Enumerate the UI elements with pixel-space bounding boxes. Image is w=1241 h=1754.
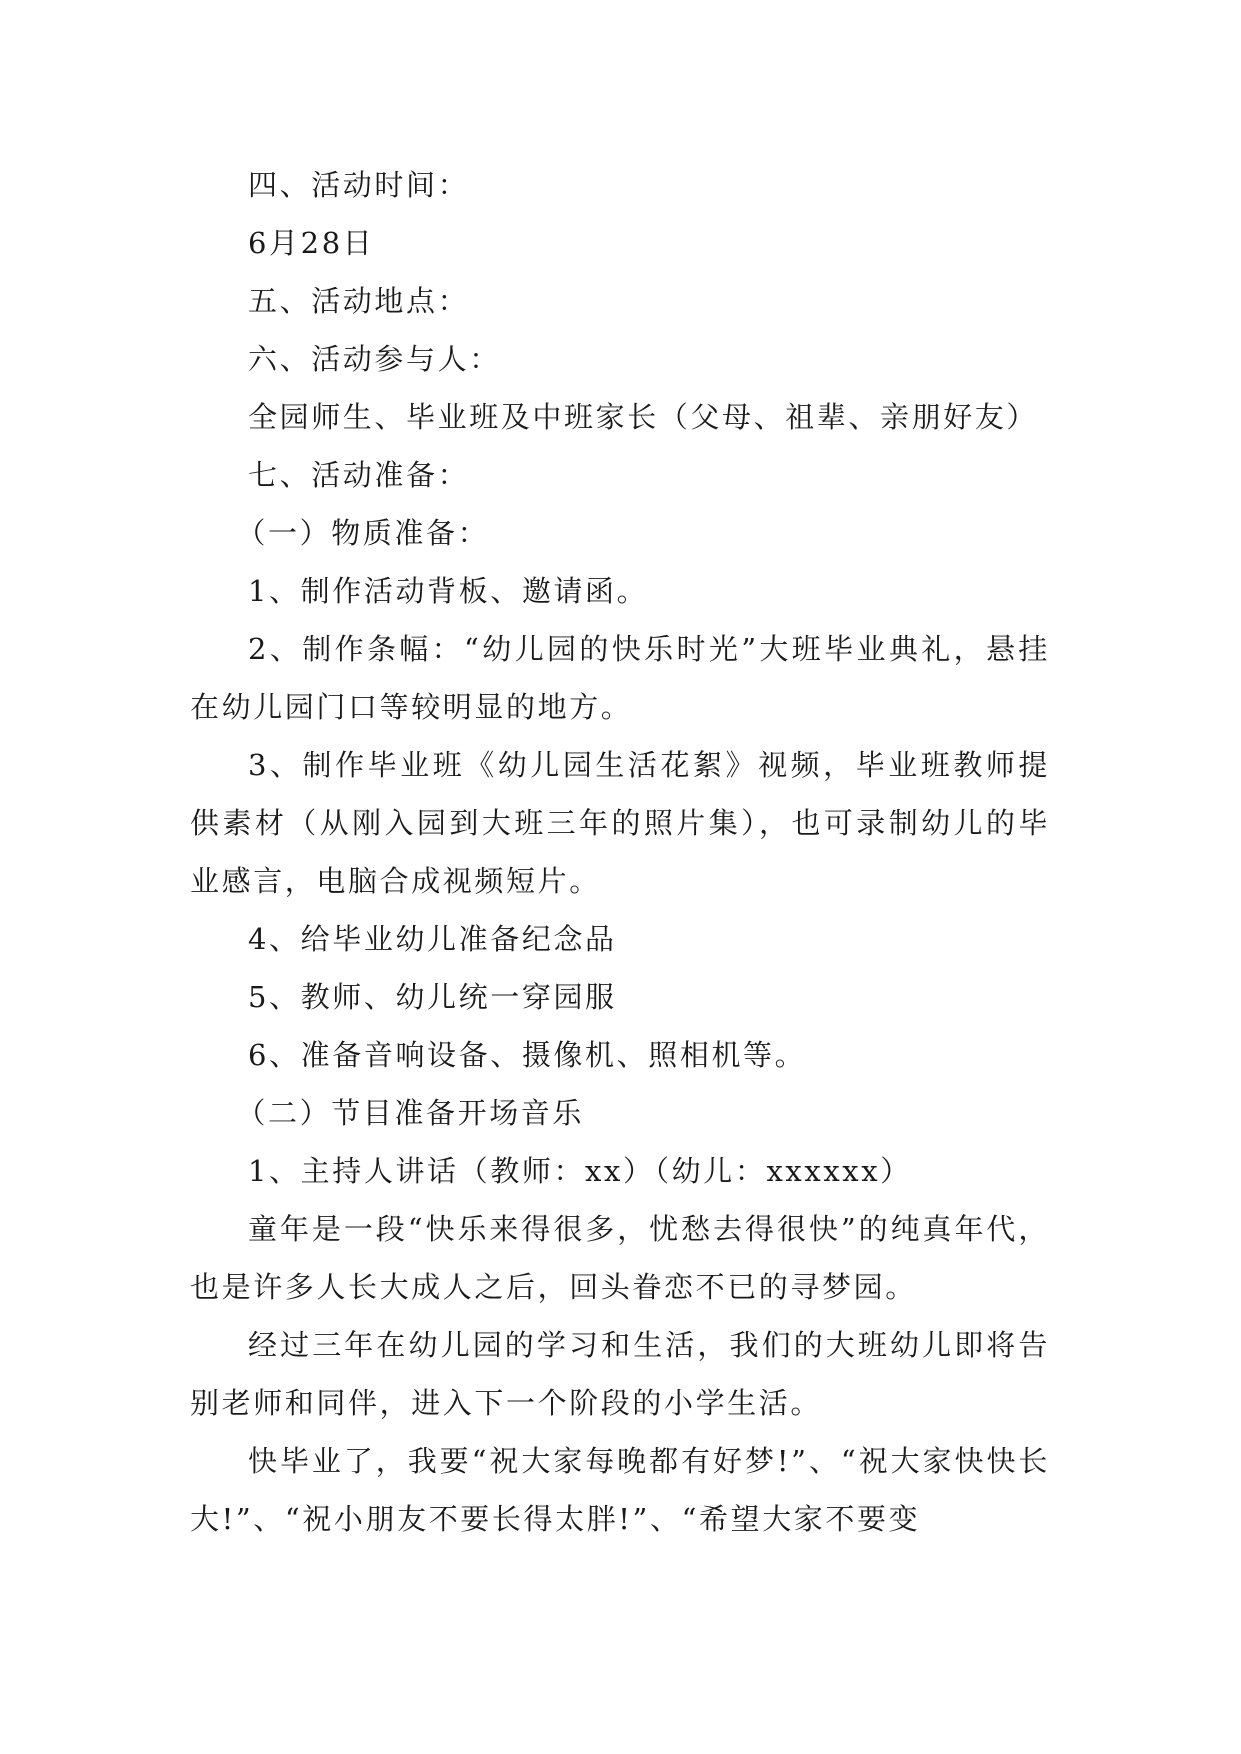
heading-participants: 六、活动参与人： [248,342,501,376]
body-paragraph: 快毕业了，我要“祝大家每晚都有好梦!”、“祝大家快快长大!”、“祝小朋友不要长得太胖!”、“希望大家不要变 [190,1444,1050,1536]
list-item: 1、主持人讲话（教师：xx）（幼儿：xxxxxx） [248,1154,912,1188]
list-item: 2、制作条幅：“幼儿园的快乐时光”大班毕业典礼，悬挂在幼儿园门口等较明显的地方。 [190,632,1050,724]
body-paragraph: 经过三年在幼儿园的学习和生活，我们的大班幼儿即将告别老师和同伴，进入下一个阶段的小学生活。 [190,1328,1050,1420]
heading-activity-location: 五、活动地点： [248,284,470,318]
activity-date: 6月28日 [248,226,375,260]
participants-list: 全园师生、毕业班及中班家长（父母、祖辈、亲朋好友） [248,400,1039,434]
list-item: 5、教师、幼儿统一穿园服 [248,980,617,1014]
body-paragraph: 童年是一段“快乐来得很多，忧愁去得很快”的纯真年代，也是许多人长大成人之后，回头眷恋不已的寻梦园。 [190,1212,1050,1304]
document-body [190,156,1050,1548]
list-item: 3、制作毕业班《幼儿园生活花絮》视频，毕业班教师提供素材（从刚入园到大班三年的照片集），也可录制幼儿的毕业感言，电脑合成视频短片。 [190,748,1050,898]
list-item: 1、制作活动背板、邀请函。 [248,574,649,608]
subheading-material-preparation: （一）物质准备： [236,516,490,550]
list-item: 4、给毕业幼儿准备纪念品 [248,922,617,956]
list-item: 6、准备音响设备、摄像机、照相机等。 [248,1038,807,1072]
subheading-program-preparation: （二）节目准备开场音乐 [236,1096,584,1130]
heading-preparation: 七、活动准备： [248,458,470,492]
heading-activity-time: 四、活动时间： [248,168,470,202]
